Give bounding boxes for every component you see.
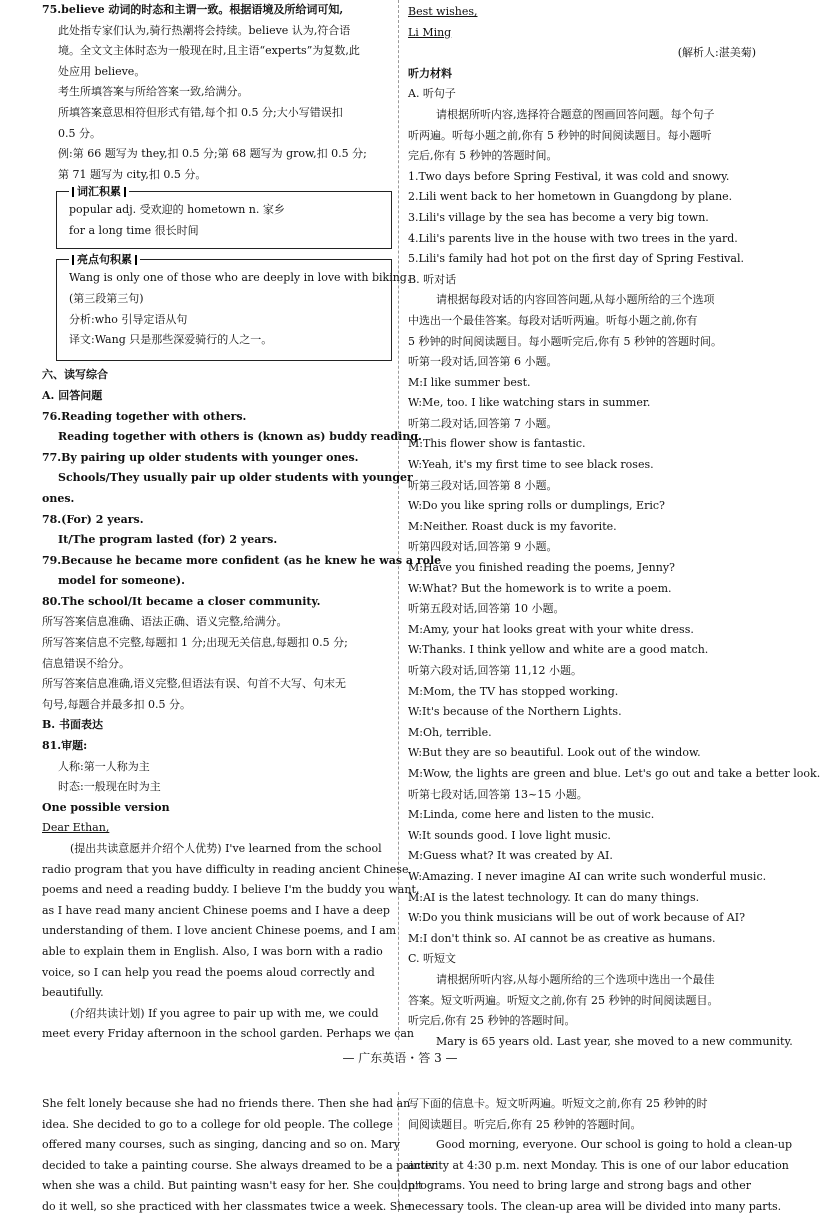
- vocab-line-2: for a long time 很长时间: [69, 223, 199, 237]
- q75-line-7: 0.5 分。: [58, 126, 101, 140]
- next-page-right-column: [408, 1094, 793, 1218]
- part-c-instruction-2: 答案。短文听两遍。听短文之前,你有 25 秒钟的时间阅读题目。: [408, 993, 719, 1007]
- essay-line-2: radio program that you have difficulty in reading ancient Chinese: [42, 862, 409, 876]
- essay-line-10: meet every Friday afternoon in the school garden. Perhaps we can: [42, 1027, 414, 1041]
- letter-signature: Li Ming: [408, 25, 452, 39]
- q79-answer-b: model for someone).: [58, 574, 185, 588]
- q75-line-5: 考生所填答案与所给答案一致,给满分。: [58, 85, 249, 99]
- essay-line-9: (介绍共读计划) If you agree to pair up with me, we could: [70, 1006, 379, 1020]
- part-b-instruction-3: 5 秒钟的时间阅读题目。每小题听完后,你有 5 秒钟的答题时间。: [408, 334, 722, 348]
- q77-answer-c: ones.: [42, 491, 75, 505]
- essay-line-7: voice, so I can help you read the poems aloud correctly and: [42, 965, 375, 979]
- listening-heading: 听力材料: [408, 66, 452, 80]
- q77-answer-b: Schools/They usually pair up older students with younger: [58, 471, 413, 485]
- right-column: [408, 2, 820, 1052]
- sentence-1: 1.Two days before Spring Festival, it was cold and snowy.: [408, 169, 730, 183]
- q81-person: 人称:第一人称为主: [58, 759, 150, 773]
- next-page-left-column: [42, 1094, 437, 1218]
- part-a-instruction-2: 听两遍。听每小题之前,你有 5 秒钟的时间阅读题目。每小题听: [408, 128, 712, 142]
- analyst-credit: (解析人:湛美菊): [677, 46, 756, 60]
- listening-part-c: C. 听短文: [408, 952, 457, 966]
- dialogue-line: 听第一段对话,回答第 6 小题。: [408, 355, 558, 369]
- essay-line-4: as I have read many ancient Chinese poems and I have a deep: [42, 903, 390, 917]
- vocab-line-1: popular adj. 受欢迎的 hometown n. 家乡: [69, 203, 285, 217]
- scoring-rule-1: 所写答案信息准确、语法正确、语义完整,给满分。: [42, 615, 288, 629]
- dialogue-line: 听第四段对话,回答第 9 小题。: [408, 540, 558, 554]
- sentence-line-2: (第三段第三句): [69, 291, 144, 305]
- sentence-4: 4.Lili's parents live in the house with two trees in the yard.: [408, 231, 738, 245]
- dialogue-line: M:Neither. Roast duck is my favorite.: [408, 519, 617, 533]
- sentence-line-1: Wang is only one of those who are deeply in love with biking.: [69, 271, 411, 285]
- sentence-box-title: 亮点句积累: [69, 251, 140, 267]
- q76-answer-a: 76.Reading together with others.: [42, 409, 247, 423]
- q81-heading: 81.审题:: [42, 739, 88, 753]
- q75-line-9: 第 71 题写为 city,扣 0.5 分。: [58, 167, 207, 181]
- passage-line: Good morning, everyone. Our school is going to hold a clean-up: [436, 1138, 793, 1152]
- part-c-instruction-3: 听完后,你有 25 秒钟的答题时间。: [408, 1014, 576, 1028]
- part-b-instruction-2: 中选出一个最佳答案。每段对话听两遍。听每小题之前,你有: [408, 313, 698, 327]
- page-footer: — 广东英语・答 3 —: [342, 1051, 458, 1065]
- passage-line: do it well, so she practiced with her classmates twice a week. She: [42, 1199, 411, 1213]
- dialogue-line: W:Amazing. I never imagine AI can write such wonderful music.: [408, 869, 767, 883]
- passage-line: 写下面的信息卡。短文听两遍。听短文之前,你有 25 秒钟的时: [408, 1097, 708, 1110]
- sentence-box: [56, 253, 411, 361]
- dialogue-line: W:Thanks. I think yellow and white are a good match.: [408, 643, 709, 657]
- column-divider: [398, 1092, 399, 1212]
- dialogue-line: W:Do you think musicians will be out of work because of AI?: [408, 911, 745, 925]
- passage-line: She felt lonely because she had no friends there. Then she had an: [42, 1097, 411, 1110]
- sentence-line-3: 分析:who 引导定语从句: [69, 312, 188, 326]
- scoring-rule-4: 所写答案信息准确,语义完整,但语法有误、句首不大写、句末无: [42, 677, 346, 691]
- next-page-fragment: [30, 1092, 793, 1213]
- dialogue-line: 听第三段对话,回答第 8 小题。: [408, 478, 558, 492]
- q81-tense: 时态:一般现在时为主: [58, 780, 161, 794]
- letter-closing: Best wishes,: [408, 5, 478, 18]
- dialogue-line: M:AI is the latest technology. It can do many things.: [408, 890, 700, 904]
- dialogue-line: M:Oh, terrible.: [408, 725, 492, 739]
- dialogue-line: W:It sounds good. I love light music.: [408, 828, 611, 842]
- passage-line: offered many courses, such as singing, dancing and so on. Mary: [42, 1138, 400, 1152]
- q77-answer-a: 77.By pairing up older students with younger ones.: [42, 450, 359, 464]
- scoring-rule-2: 所写答案信息不完整,每题扣 1 分;出现无关信息,每题扣 0.5 分;: [42, 636, 348, 650]
- section-6-heading: 六、读写综合: [42, 368, 108, 382]
- dialogue-line: 听第五段对话,回答第 10 小题。: [408, 602, 565, 616]
- essay-line-1: (提出共读意愿并介绍个人优势) I've learned from the school: [70, 842, 382, 855]
- part-c-instruction-1: 请根据所听内容,从每小题所给的三个选项中选出一个最佳: [436, 972, 715, 986]
- vocab-box: [56, 185, 392, 249]
- q75-line-6: 所填答案意思相符但形式有错,每个扣 0.5 分;大小写错误扣: [58, 105, 343, 119]
- dialogue-line: W:But they are so beautiful. Look out of the window.: [408, 746, 701, 760]
- dialogue-line: 听第六段对话,回答第 11,12 小题。: [408, 664, 582, 677]
- q75-line-3: 境。全文文主体时态为一般现在时,且主语“experts”为复数,此: [58, 44, 360, 58]
- scoring-rule-3: 信息错误不给分。: [42, 656, 130, 670]
- dialogue-line: M:Amy, your hat looks great with your white dress.: [408, 622, 694, 636]
- passage-line: when she was a child. But painting wasn't easy for her. She couldn't: [42, 1179, 423, 1193]
- q78-answer-a: 78.(For) 2 years.: [42, 512, 144, 526]
- q75-line-4: 处应用 believe。: [58, 64, 146, 78]
- sentence-2: 2.Lili went back to her hometown in Guangdong by plane.: [408, 190, 733, 204]
- essay-line-5: understanding of them. I love ancient Chinese poems, and I am: [42, 924, 397, 938]
- scoring-rule-5: 句号,每题合并最多扣 0.5 分。: [42, 697, 191, 711]
- letter-greeting: Dear Ethan,: [42, 821, 110, 835]
- passage-line: decided to take a painting course. She always dreamed to be a painter: [42, 1158, 437, 1172]
- passage-line: necessary tools. The clean-up area will be divided into many parts.: [408, 1199, 782, 1213]
- answer-page: [30, 0, 820, 1080]
- q78-answer-b: It/The program lasted (for) 2 years.: [58, 533, 278, 547]
- passage-line: activity at 4:30 p.m. next Monday. This is one of our labor education: [408, 1158, 789, 1172]
- essay-line-8: beautifully.: [42, 986, 104, 1000]
- q80-answer-a: 80.The school/It became a closer community.: [42, 594, 321, 608]
- dialogue-line: M:Wow, the lights are green and blue. Let's go out and take a better look.: [408, 766, 820, 780]
- dialogue-line: W:Do you like spring rolls or dumplings, Eric?: [408, 499, 665, 513]
- q79-answer-a: 79.Because he became more confident (as he knew he was a role: [42, 553, 442, 567]
- q75-line-8: 例:第 66 题写为 they,扣 0.5 分;第 68 题写为 grow,扣 0.5 分;: [58, 147, 367, 161]
- dialogue-line: M:Guess what? It was created by AI.: [408, 849, 613, 863]
- part-b-instruction-1: 请根据每段对话的内容回答问题,从每小题所给的三个选项: [436, 293, 715, 307]
- dialogue-line: W:Yeah, it's my first time to see black roses.: [408, 458, 654, 472]
- q75-line-1: 75.believe 动词的时态和主谓一致。根据语境及所给词可知,: [42, 3, 344, 16]
- part-b-heading: B. 书面表达: [42, 718, 103, 732]
- passage-first-line: Mary is 65 years old. Last year, she moved to a new community.: [436, 1034, 793, 1048]
- possible-version-label: One possible version: [42, 800, 170, 814]
- dialogue-line: M:This flower show is fantastic.: [408, 437, 586, 451]
- sentence-5: 5.Lili's family had hot pot on the first day of Spring Festival.: [408, 252, 744, 266]
- dialogue-line: W:Me, too. I like watching stars in summer.: [408, 396, 651, 410]
- dialogue-line: 听第二段对话,回答第 7 小题。: [408, 416, 558, 430]
- listening-part-b: B. 听对话: [408, 272, 457, 286]
- dialogue-line: M:I don't think so. AI cannot be as creative as humans.: [408, 931, 716, 945]
- sentence-line-4: 译文:Wang 只是那些深爱骑行的人之一。: [69, 333, 273, 347]
- dialogue-line: M:I like summer best.: [408, 375, 531, 389]
- vocab-box-title: 词汇积累: [69, 183, 129, 199]
- page-gap: [0, 1082, 800, 1092]
- sentence-3: 3.Lili's village by the sea has become a very big town.: [408, 210, 709, 224]
- dialogue-line: W:What? But the homework is to write a poem.: [408, 581, 672, 595]
- dialogue-line: M:Have you finished reading the poems, Jenny?: [408, 561, 675, 575]
- q75-line-2: 此处指专家们认为,骑行热潮将会持续。believe 认为,符合语: [58, 23, 351, 37]
- passage-line: programs. You need to bring large and strong bags and other: [408, 1179, 751, 1193]
- dialogue-line: W:It's because of the Northern Lights.: [408, 705, 622, 719]
- dialogue-line: M:Linda, come here and listen to the music.: [408, 808, 655, 822]
- part-a-instruction-1: 请根据所听内容,选择符合题意的图画回答问题。每个句子: [436, 107, 715, 121]
- part-a-instruction-3: 完后,你有 5 秒钟的答题时间。: [408, 149, 558, 163]
- dialogue-line: 听第七段对话,回答第 13~15 小题。: [408, 787, 588, 801]
- q76-answer-b: Reading together with others is (known as) buddy reading.: [58, 430, 422, 444]
- passage-line: idea. She decided to go to a college for old people. The college: [42, 1117, 393, 1131]
- essay-line-6: able to explain them in English. Also, I was born with a radio: [42, 944, 383, 958]
- essay-line-3: poems and need a reading buddy. I believe I'm the buddy you want,: [42, 883, 420, 897]
- listening-part-a: A. 听句子: [408, 87, 456, 101]
- dialogue-line: M:Mom, the TV has stopped working.: [408, 684, 619, 698]
- passage-line: 间阅读题目。听完后,你有 25 秒钟的答题时间。: [408, 1117, 642, 1131]
- part-a-heading: A. 回答问题: [42, 388, 103, 402]
